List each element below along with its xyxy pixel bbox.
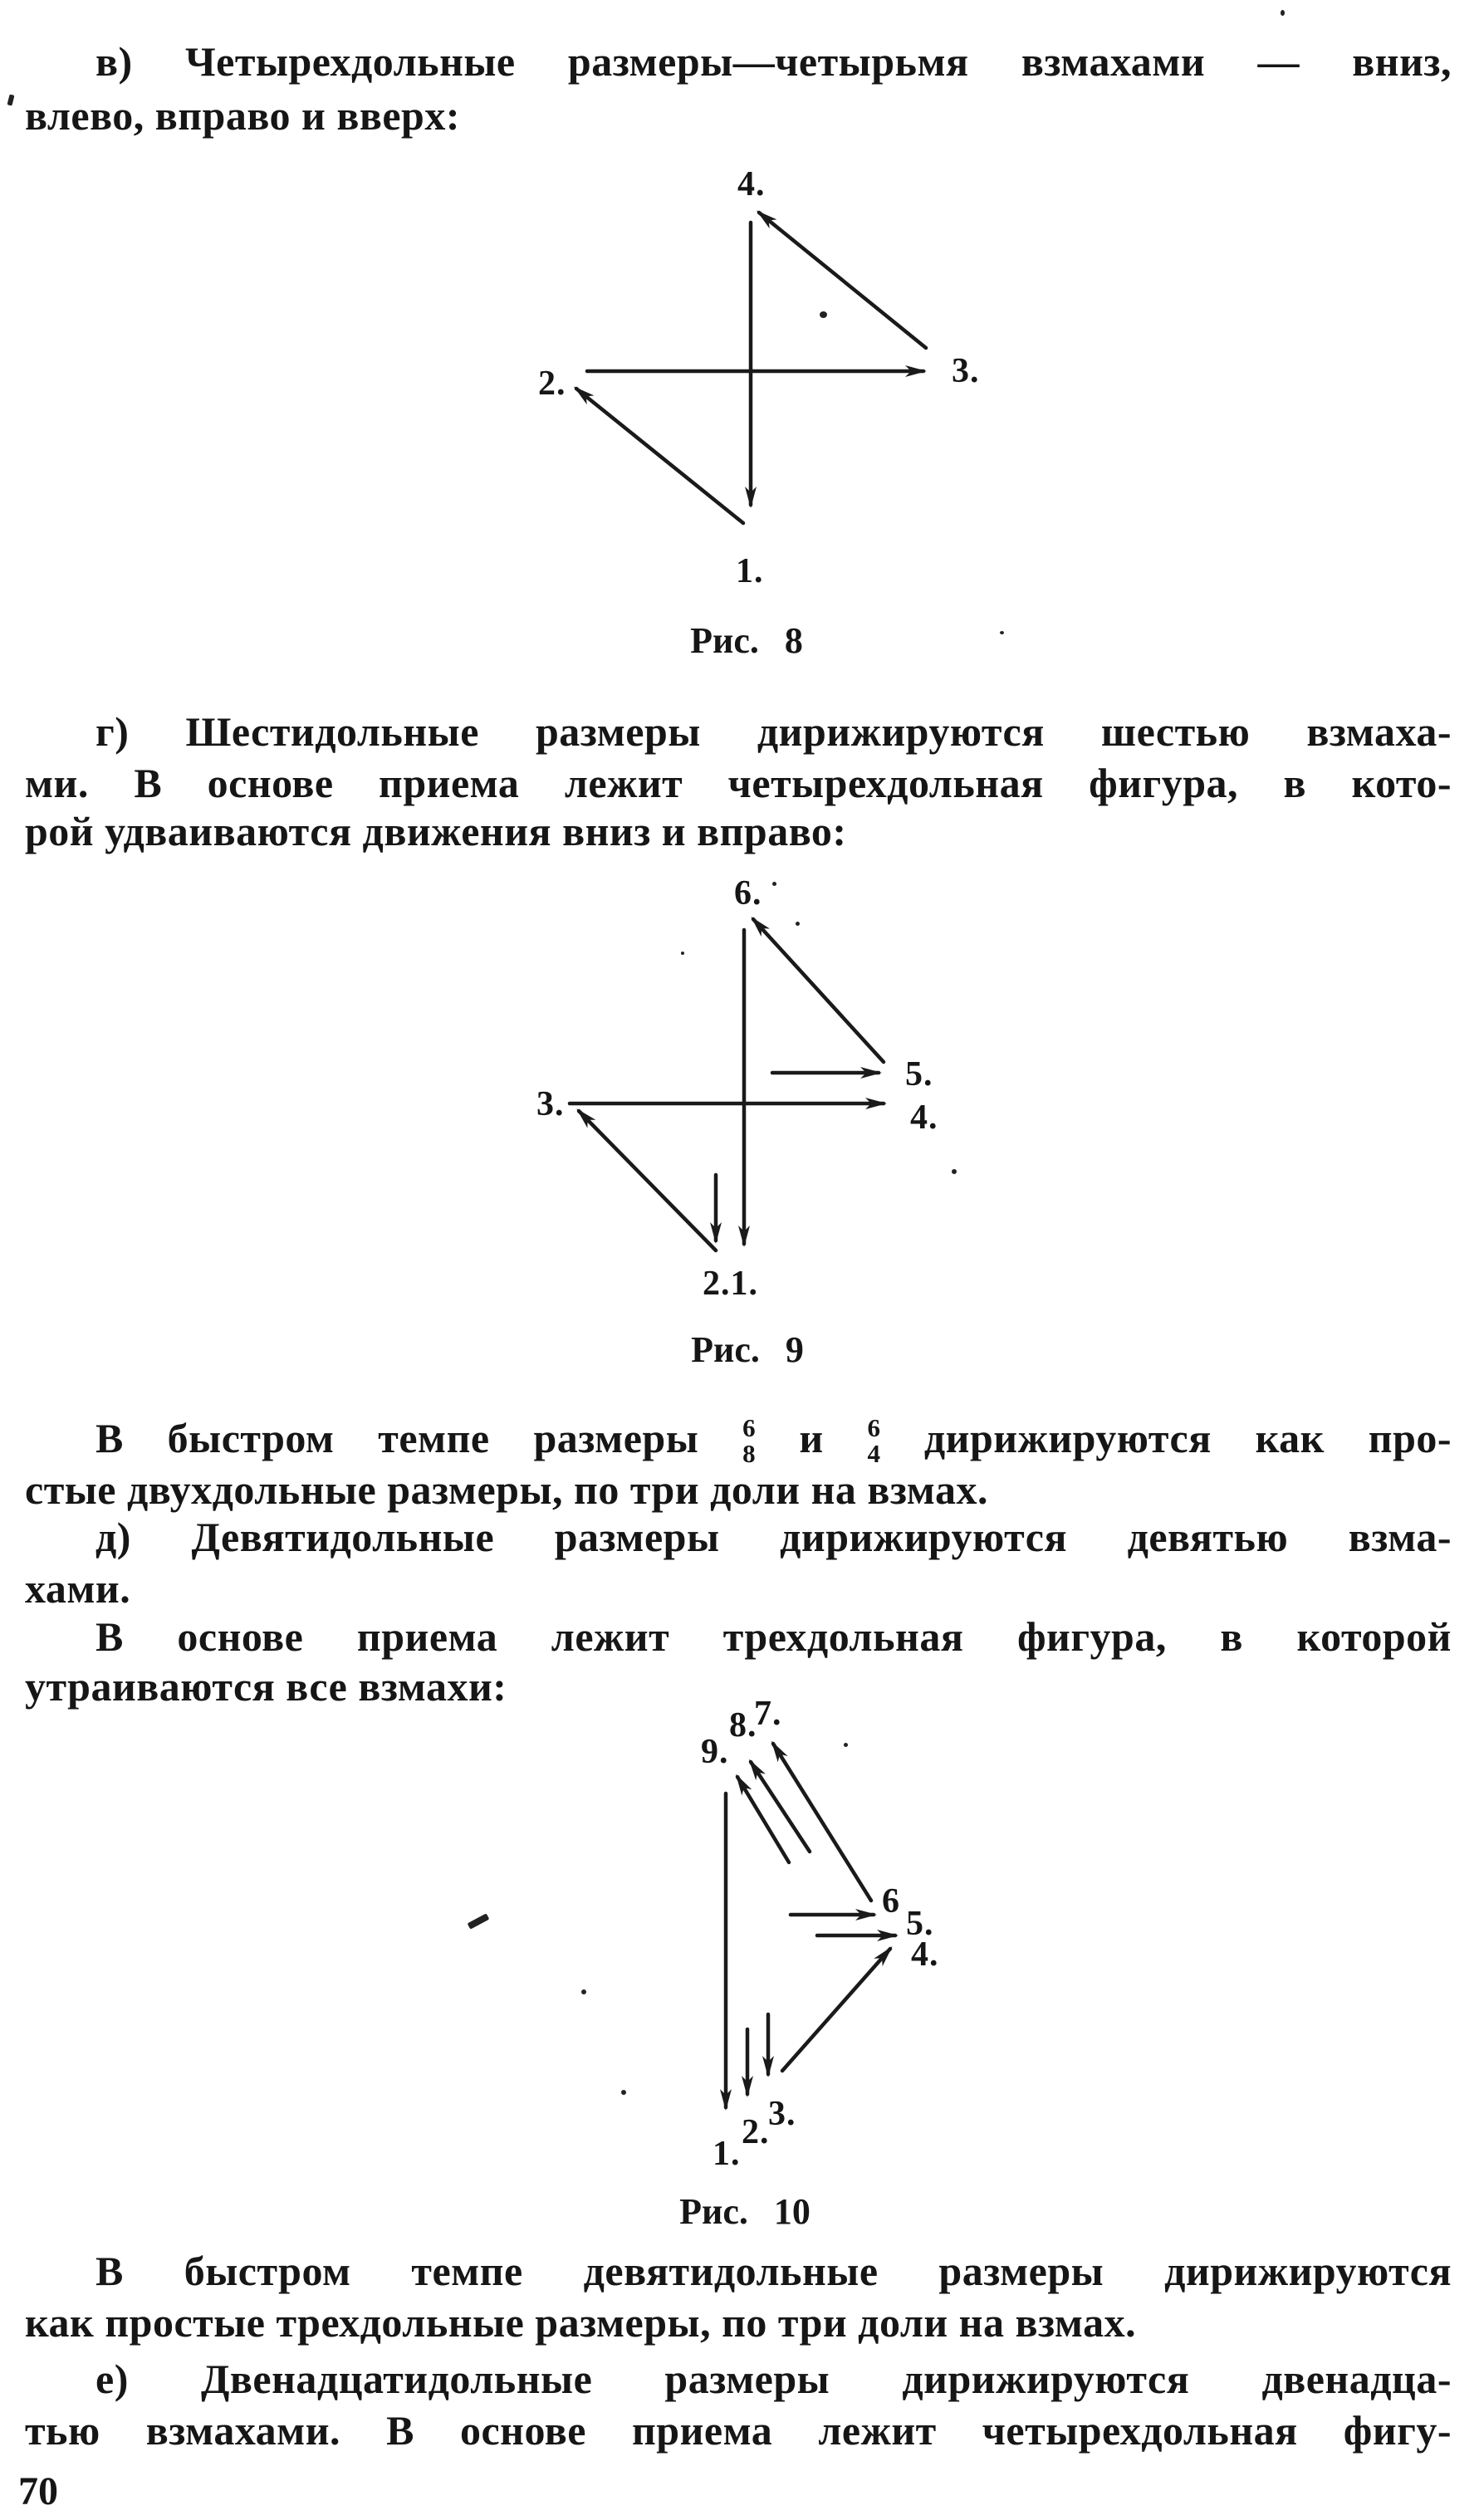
paragraph-g-line1-text: г) Шестидольные размеры дирижируются шестью взмаха- (95, 708, 1452, 755)
paragraph-fast9-line2 (25, 2298, 1452, 2346)
paragraph-fast6-line2-text: стые двухдольные размеры, по три доли на взмах. (25, 1466, 989, 1513)
fig8-beat-label-3: 3. (952, 352, 980, 390)
time-signature-6-8 (742, 1415, 756, 1466)
fig8-beat-label-1: 1. (736, 552, 764, 590)
paragraph-fast9-line1-text: В быстром темпе девятидольные размеры дирижируются (95, 2248, 1452, 2294)
paragraph-fast9-line1 (25, 2247, 1452, 2295)
fig10-beat-arrow (751, 1762, 810, 1852)
fig10-beat-label-7: 7. (754, 1695, 782, 1733)
fig8-beat-arrow (576, 389, 743, 523)
scan-speck (468, 1913, 490, 1929)
paragraph-fast6-line1 (25, 1414, 1452, 1466)
paragraph-e-line1-text: е) Двенадцатидольные размеры дирижируются двенадца- (95, 2356, 1452, 2402)
paragraph-v-line1 (25, 37, 1452, 86)
fig10-beat-arrow (737, 1777, 789, 1862)
time-signature-6-4 (868, 1415, 881, 1466)
fig10-beat-arrow (782, 1949, 890, 2071)
fig10-beat-label-1: 1. (713, 2135, 741, 2173)
fig9-beat-label-21: 2.1. (703, 1265, 758, 1303)
figure-9-caption: Рис. 9 (691, 1329, 804, 1370)
fig10-beat-label-6: 6 (882, 1882, 900, 1921)
page-number: 70 (18, 2469, 58, 2513)
fig10-beat-label-4: 4. (911, 1935, 939, 1974)
fig8-beat-arrow (759, 213, 926, 348)
fig10-beat-label-9: 9. (701, 1733, 729, 1771)
paragraph-g-line2 (25, 759, 1452, 807)
paragraph-v-line2-text: влево, вправо и вверх: (25, 92, 460, 139)
paragraph-osnova-line2 (25, 1662, 1452, 1710)
fig9-beat-label-6: 6. (734, 874, 762, 913)
time-signature-6-4-denominator: 4 (867, 1439, 881, 1468)
paragraph-osnova-line2-text: утраиваются все взмахи: (25, 1663, 507, 1710)
fig10-beat-label-2: 2. (742, 2113, 770, 2151)
fig10-beat-arrow (773, 1744, 871, 1901)
paragraph-v-line1-text: в) Четырехдольные размеры—четырьмя взмахами — вниз, (95, 38, 1452, 85)
fig9-beat-label-3: 3. (536, 1085, 565, 1123)
fig8-beat-label-4: 4. (737, 165, 766, 203)
time-signature-6-8-numerator: 6 (742, 1413, 756, 1442)
scan-speck (820, 311, 827, 318)
paragraph-fast6-line1-text-b: и (799, 1415, 824, 1461)
scan-speck (621, 2090, 626, 2095)
scan-speck (796, 922, 800, 926)
fig8-beat-label-2: 2. (538, 365, 566, 403)
fig10-beat-label-5: 5. (906, 1905, 934, 1943)
fig10-beat-label-3: 3. (768, 2095, 796, 2133)
fig9-beat-label-4: 4. (910, 1099, 938, 1137)
paragraph-d-line2-text: хами. (25, 1565, 131, 1612)
paragraph-e-line2 (25, 2406, 1452, 2454)
paragraph-g-line3-text: рой удваиваются движения вниз и вправо: (25, 808, 847, 854)
fig9-beat-arrow (579, 1111, 716, 1250)
paragraph-e-line1 (25, 2355, 1452, 2403)
scan-speck (952, 1169, 957, 1174)
fig10-beat-label-8: 8. (729, 1706, 757, 1744)
scan-speck (1000, 631, 1004, 634)
fig9-beat-arrow (753, 919, 884, 1062)
paragraph-g-line2-text: ми. В основе приема лежит четырехдольная фигура, в кото- (25, 760, 1452, 806)
paragraph-osnova-line1 (25, 1612, 1452, 1661)
paragraph-d-line1-text: д) Девятидольные размеры дирижируются девятью взма- (95, 1514, 1452, 1560)
scan-speck (581, 1989, 586, 1994)
paragraph-g-line3 (25, 807, 1452, 855)
scan-speck (772, 882, 776, 886)
fig9-beat-label-5: 5. (905, 1055, 933, 1094)
paragraph-fast6-line1-text-c: дирижируются как про- (923, 1415, 1452, 1461)
scan-speck (1281, 10, 1285, 16)
paragraph-osnova-line1-text: В основе приема лежит трехдольная фигура, в которой (95, 1613, 1452, 1660)
time-signature-6-8-denominator: 8 (742, 1439, 756, 1468)
paragraph-d-line1 (25, 1513, 1452, 1561)
scan-speck (681, 952, 684, 955)
paragraph-d-line2 (25, 1564, 1452, 1612)
paragraph-fast6-line2 (25, 1466, 1452, 1514)
scan-speck (7, 94, 15, 105)
figure-10-caption: Рис. 10 (679, 2191, 811, 2232)
time-signature-6-4-numerator: 6 (867, 1413, 881, 1442)
paragraph-v-line2 (25, 91, 1452, 139)
paragraph-fast6-line1-text-a: В быстром темпе размеры (95, 1415, 699, 1461)
paragraph-g-line1 (25, 707, 1452, 756)
scan-speck (844, 1743, 848, 1747)
figure-8-caption: Рис. 8 (690, 620, 803, 661)
paragraph-e-line2-text: тью взмахами. В основе приема лежит четырехдольная фигу- (25, 2407, 1452, 2454)
paragraph-fast9-line2-text: как простые трехдольные размеры, по три доли на взмах. (25, 2299, 1137, 2346)
